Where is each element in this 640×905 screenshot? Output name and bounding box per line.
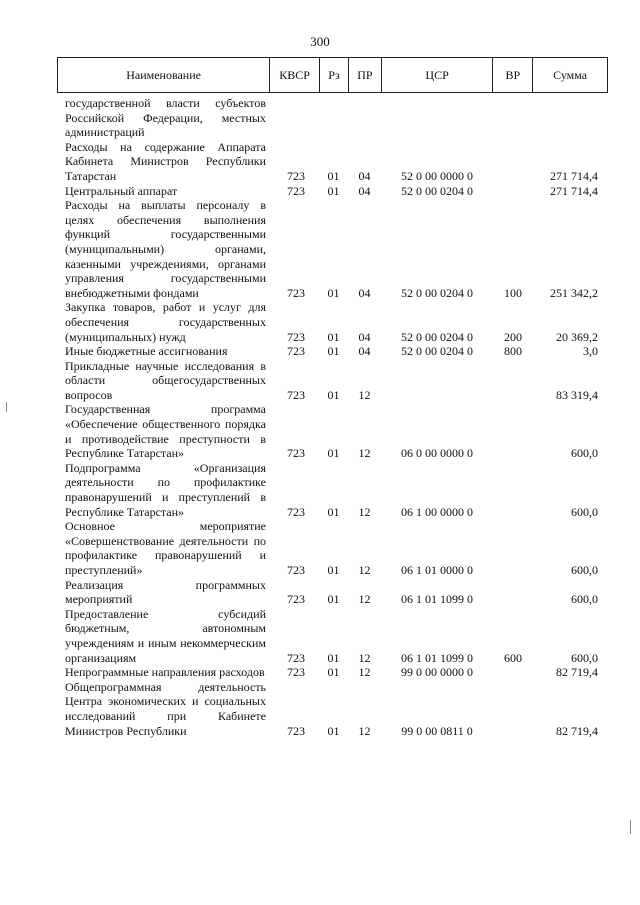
table-row (57, 140, 608, 184)
row-pr: 04 (358, 183, 371, 198)
row-sum: 83 319,4 (556, 387, 598, 402)
row-name: Расходы на содержание Аппарата Кабинета Министров Республики Татарстан (65, 139, 266, 183)
row-kvsr: 723 (287, 387, 305, 402)
row-pr: 12 (358, 665, 371, 680)
row-csr: 52 0 00 0204 0 (401, 183, 473, 198)
row-pr: 12 (358, 650, 371, 665)
scan-edge-mark (6, 402, 7, 412)
header-kvsr: КВСР (269, 58, 319, 92)
row-rz: 01 (327, 665, 340, 680)
row-csr: 52 0 00 0204 0 (401, 329, 473, 344)
row-rz: 01 (327, 446, 340, 461)
row-csr: 06 1 01 1099 0 (401, 592, 473, 607)
row-name: Подпрограмма «Организация деятельности по профилактике правонарушений и преступлений в Республике Татарстан» (65, 460, 266, 519)
row-rz: 01 (327, 650, 340, 665)
table-row (57, 519, 608, 577)
row-vr: 200 (504, 329, 522, 344)
row-kvsr: 723 (287, 592, 305, 607)
row-sum: 82 719,4 (556, 665, 598, 680)
row-pr: 12 (358, 723, 371, 738)
row-name: государственной власти субъектов Российской Федерации, местных администраций (65, 96, 266, 140)
table-row (57, 680, 608, 738)
row-name: Центральный аппарат (65, 183, 178, 198)
row-csr: 06 1 01 1099 0 (401, 650, 473, 665)
row-name: Расходы на выплаты персоналу в целях обеспечения выполнения функций государственными (муниципальными) органами, казенными учреждениями, органами управления государственными внебюджетными фондами (65, 198, 266, 300)
row-pr: 12 (358, 504, 371, 519)
table-row (57, 344, 608, 359)
row-kvsr: 723 (287, 344, 305, 359)
header-vr: ВР (492, 58, 532, 92)
row-rz: 01 (327, 592, 340, 607)
table-header (57, 57, 608, 93)
row-name: Государственная программа «Обеспечение общественного порядка и противодействие преступности в Республике Татарстан» (65, 402, 266, 461)
row-kvsr: 723 (287, 446, 305, 461)
row-name: Основное мероприятие «Совершенствование деятельности по профилактике правонарушений и преступлений» (65, 519, 266, 577)
row-name: Предоставление субсидий бюджетным, автономным учреждениям и иным некоммерческим организациям (65, 606, 266, 665)
row-csr: 52 0 00 0000 0 (401, 168, 473, 183)
row-rz: 01 (327, 387, 340, 402)
table-row (57, 665, 608, 680)
row-name: Общепрограммная деятельность Центра экономических и социальных исследований при Кабинете Министров Республики (65, 679, 266, 738)
row-vr: 600 (504, 650, 522, 665)
table-row (57, 300, 608, 344)
table-row (57, 359, 608, 403)
page-number: 300 (310, 34, 330, 49)
row-rz: 01 (327, 329, 340, 344)
table-row (57, 461, 608, 519)
table-body (57, 96, 608, 738)
header-sum: Сумма (532, 58, 607, 92)
row-rz: 01 (327, 344, 340, 359)
table-row (57, 607, 608, 665)
row-sum: 20 369,2 (556, 329, 598, 344)
table-row (57, 578, 608, 607)
header-pr: ПР (348, 58, 381, 92)
row-kvsr: 723 (287, 329, 305, 344)
row-name: Реализация программных мероприятий (65, 577, 266, 607)
row-name: Непрограммные направления расходов (65, 665, 265, 680)
row-rz: 01 (327, 723, 340, 738)
row-sum: 3,0 (583, 344, 598, 359)
row-sum: 600,0 (571, 563, 598, 577)
row-kvsr: 723 (287, 183, 305, 198)
row-sum: 82 719,4 (556, 723, 598, 738)
row-kvsr: 723 (287, 650, 305, 665)
row-pr: 12 (358, 592, 371, 607)
row-csr: 06 0 00 0000 0 (401, 446, 473, 461)
row-kvsr: 723 (287, 168, 305, 183)
row-pr: 12 (358, 387, 371, 402)
row-csr: 06 1 00 0000 0 (401, 504, 473, 519)
row-kvsr: 723 (287, 665, 305, 680)
row-pr: 12 (358, 563, 371, 577)
row-sum: 600,0 (571, 504, 598, 519)
table-row (57, 96, 608, 140)
row-kvsr: 723 (287, 285, 305, 300)
row-csr: 52 0 00 0204 0 (401, 344, 473, 359)
row-vr: 800 (504, 344, 522, 359)
row-csr: 99 0 00 0000 0 (401, 665, 473, 680)
row-pr: 04 (358, 329, 371, 344)
row-csr: 52 0 00 0204 0 (401, 285, 473, 300)
row-sum: 600,0 (571, 446, 598, 461)
row-rz: 01 (327, 504, 340, 519)
row-rz: 01 (327, 285, 340, 300)
row-sum: 600,0 (571, 592, 598, 607)
table-row (57, 402, 608, 460)
row-pr: 12 (358, 446, 371, 461)
row-pr: 04 (358, 168, 371, 183)
row-pr: 04 (358, 285, 371, 300)
header-csr: ЦСР (381, 58, 493, 92)
header-rz: Рз (319, 58, 348, 92)
row-sum: 600,0 (571, 650, 598, 665)
table-row (57, 184, 608, 199)
table-row (57, 198, 608, 300)
row-kvsr: 723 (287, 563, 305, 577)
scan-edge-mark (630, 820, 631, 834)
row-pr: 04 (358, 344, 371, 359)
row-rz: 01 (327, 563, 340, 577)
row-rz: 01 (327, 168, 340, 183)
row-name: Закупка товаров, работ и услуг для обеспечения государственных (муниципальных) нужд (65, 300, 266, 344)
row-rz: 01 (327, 183, 340, 198)
row-csr: 99 0 00 0811 0 (401, 723, 473, 738)
row-csr: 06 1 01 0000 0 (401, 563, 473, 577)
row-sum: 251 342,2 (550, 285, 598, 300)
row-kvsr: 723 (287, 504, 305, 519)
row-name: Иные бюджетные ассигнования (65, 344, 228, 359)
row-vr: 100 (504, 285, 522, 300)
row-name: Прикладные научные исследования в области общегосударственных вопросов (65, 358, 266, 402)
header-name: Наименование (126, 67, 201, 82)
row-sum: 271 714,4 (550, 183, 598, 198)
row-kvsr: 723 (287, 723, 305, 738)
row-sum: 271 714,4 (550, 168, 598, 183)
